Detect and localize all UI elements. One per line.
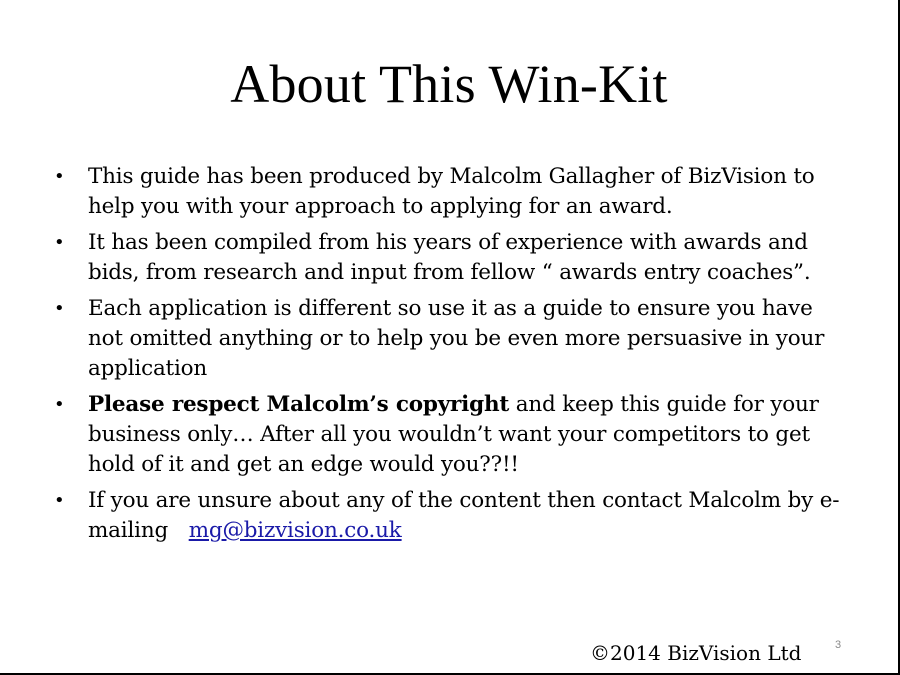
bullet-item: [54, 486, 854, 546]
bullet-icon: •: [54, 166, 65, 187]
bullet-icon: •: [54, 490, 65, 511]
bullet-text: This guide has been produced by Malcolm Gallagher of BizVision to help you with your approach to applying for an award.: [88, 164, 815, 219]
footer-copyright: ©2014 BizVision Ltd: [590, 641, 802, 665]
bullet-icon: •: [54, 298, 65, 319]
bullet-icon: •: [54, 394, 65, 415]
bullet-text: If you are unsure about any of the content then contact Malcolm by e-mailing: [88, 488, 840, 543]
slide-title: About This Win-Kit: [230, 54, 668, 114]
bullet-text: and keep this guide for your business only… After all you wouldn’t want your competitors to get hold of it and get an edge would you??!!: [88, 392, 819, 477]
bullet-item: [54, 162, 854, 222]
copyright-notice-bold: Please respect Malcolm’s copyright: [88, 392, 510, 417]
bullet-icon: •: [54, 232, 65, 253]
page-number: 3: [835, 639, 842, 651]
bullet-item: [54, 294, 854, 384]
bullet-text: It has been compiled from his years of experience with awards and bids, from research and input from fellow “ awards entry coaches”.: [88, 230, 811, 285]
email-link[interactable]: mg@bizvision.co.uk: [188, 518, 402, 543]
bullet-item: [54, 228, 854, 288]
bullet-list: [54, 162, 854, 552]
bullet-text: Each application is different so use it as a guide to ensure you have not omitted anything or to help you be even more persuasive in your application: [88, 296, 825, 381]
bullet-item: [54, 390, 854, 480]
